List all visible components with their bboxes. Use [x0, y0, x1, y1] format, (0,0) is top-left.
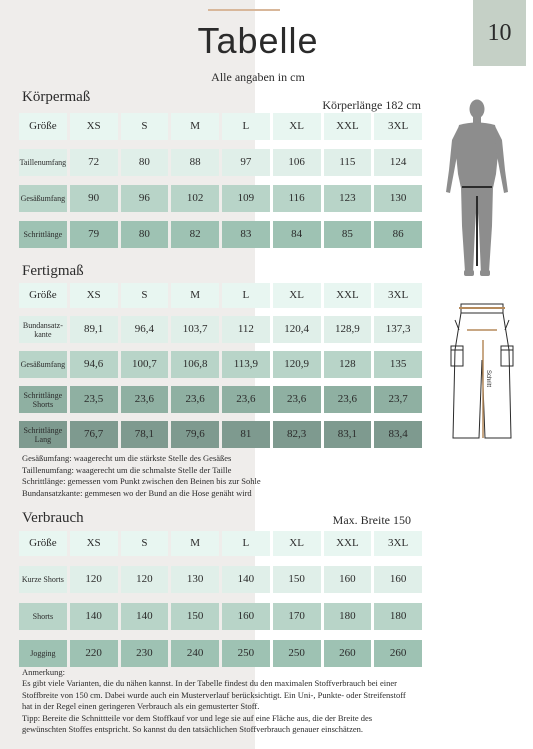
table-row: [19, 566, 422, 593]
measure-value-cell: 89,1: [70, 316, 118, 343]
size-header-cell: S: [121, 531, 169, 556]
measure-value-cell: 79: [70, 221, 118, 248]
measure-value-cell: 83,1: [324, 421, 372, 448]
measure-value-cell: 160: [324, 566, 372, 593]
row-label: Schrittlänge Shorts: [19, 386, 67, 413]
measure-value-cell: 170: [273, 603, 321, 630]
page-number-badge: 10: [473, 0, 526, 66]
size-header-cell: L: [222, 283, 270, 308]
measure-value-cell: 128: [324, 351, 372, 378]
measure-value-cell: 260: [374, 640, 422, 667]
measurement-legend: [22, 453, 261, 499]
size-header-cell: 3XL: [374, 113, 422, 140]
measure-value-cell: 23,6: [222, 386, 270, 413]
measure-value-cell: 102: [171, 185, 219, 212]
measure-value-cell: 84: [273, 221, 321, 248]
table-row: [19, 386, 422, 413]
measure-value-cell: 23,7: [374, 386, 422, 413]
table-row: [19, 351, 422, 378]
row-label: Gesäßumfang: [19, 351, 67, 378]
table-row: [19, 185, 422, 212]
measure-value-cell: 80: [121, 149, 169, 176]
size-header-cell: XXL: [324, 283, 372, 308]
table-row: [19, 421, 422, 448]
measure-value-cell: 180: [374, 603, 422, 630]
measure-value-cell: 220: [70, 640, 118, 667]
measure-value-cell: 140: [70, 603, 118, 630]
row-label: Schrittlänge: [19, 221, 67, 248]
measure-value-cell: 86: [374, 221, 422, 248]
row-label: Kurze Shorts: [19, 566, 67, 593]
measure-value-cell: 85: [324, 221, 372, 248]
measure-value-cell: 106,8: [171, 351, 219, 378]
measure-value-cell: 160: [374, 566, 422, 593]
table-row: [19, 603, 422, 630]
size-header-cell: XXL: [324, 531, 372, 556]
body-length-note: Körperlänge 182 cm: [322, 98, 421, 112]
body-silhouette-figure: [440, 96, 514, 282]
measure-value-cell: 250: [273, 640, 321, 667]
size-header-cell: XL: [273, 113, 321, 140]
size-header-cell: M: [171, 531, 219, 556]
measure-value-cell: 230: [121, 640, 169, 667]
size-header-cell: M: [171, 283, 219, 308]
table-row: [19, 640, 422, 667]
measure-value-cell: 81: [222, 421, 270, 448]
measure-value-cell: 116: [273, 185, 321, 212]
measure-value-cell: 120: [70, 566, 118, 593]
remarks-text: [22, 667, 412, 735]
measure-value-cell: 130: [171, 566, 219, 593]
measure-value-cell: 128,9: [324, 316, 372, 343]
measure-value-cell: 103,7: [171, 316, 219, 343]
size-header-label: Größe: [19, 283, 67, 308]
legend-line: Taillenumfang: waagerecht um die schmalste Stelle der Taille: [22, 464, 232, 475]
measure-value-cell: 79,6: [171, 421, 219, 448]
measure-value-cell: 120,9: [273, 351, 321, 378]
measure-value-cell: 72: [70, 149, 118, 176]
section-title-body: Körpermaß: [22, 89, 91, 105]
row-label: Taillenumfang: [19, 149, 67, 176]
measure-value-cell: 78,1: [121, 421, 169, 448]
measure-value-cell: 124: [374, 149, 422, 176]
max-width-note: Max. Breite 150: [332, 513, 411, 527]
row-label: Shorts: [19, 603, 67, 630]
row-label: Gesäßumfang: [19, 185, 67, 212]
measure-value-cell: 150: [171, 603, 219, 630]
measure-value-cell: 140: [121, 603, 169, 630]
size-header-label: Größe: [19, 113, 67, 140]
size-header-cell: XS: [70, 531, 118, 556]
measure-value-cell: 120: [121, 566, 169, 593]
page-title: Tabelle: [197, 20, 319, 61]
table-row: [19, 221, 422, 248]
measure-value-cell: 112: [222, 316, 270, 343]
measure-value-cell: 96,4: [121, 316, 169, 343]
measure-value-cell: 100,7: [121, 351, 169, 378]
measure-value-cell: 109: [222, 185, 270, 212]
measure-value-cell: 82: [171, 221, 219, 248]
size-header-cell: XS: [70, 113, 118, 140]
measure-value-cell: 120,4: [273, 316, 321, 343]
legend-line: Gesäßumfang: waagerecht um die stärkste Stelle des Gesäßes: [22, 453, 232, 463]
measure-value-cell: 240: [171, 640, 219, 667]
size-header-cell: 3XL: [374, 283, 422, 308]
size-header-cell: S: [121, 113, 169, 140]
measure-value-cell: 135: [374, 351, 422, 378]
remarks-paragraph: Es gibt viele Varianten, die du nähen kannst. In der Tabelle findest du den maximalen Stoffverbrauch bei einer Stoffbreite von 150 cm. Dabei wurde auch ein Musterverlauf berücksichtigt. Ein Uni-, Punkte- oder Streifenstoff hat in der Regel einen geringeren Verbrauch als ein gemusterter Stoff.: [22, 678, 406, 712]
measure-value-cell: 88: [171, 149, 219, 176]
measure-value-cell: 83,4: [374, 421, 422, 448]
measure-value-cell: 137,3: [374, 316, 422, 343]
measure-value-cell: 250: [222, 640, 270, 667]
measure-value-cell: 23,6: [171, 386, 219, 413]
size-header-cell: L: [222, 113, 270, 140]
measure-value-cell: 96: [121, 185, 169, 212]
measure-value-cell: 130: [374, 185, 422, 212]
size-header-label: Größe: [19, 531, 67, 556]
measure-value-cell: 97: [222, 149, 270, 176]
section-title-consumption: Verbrauch: [22, 510, 84, 526]
row-label: Jogging: [19, 640, 67, 667]
measure-value-cell: 76,7: [70, 421, 118, 448]
size-header-cell: XXL: [324, 113, 372, 140]
measure-value-cell: 140: [222, 566, 270, 593]
row-label: Bundansatz-kante: [19, 316, 67, 343]
remarks-heading: Anmerkung:: [22, 667, 65, 677]
title-accent-line: [208, 9, 280, 11]
measure-value-cell: 260: [324, 640, 372, 667]
section-title-finished: Fertigmaß: [22, 263, 84, 279]
size-header-cell: XL: [273, 283, 321, 308]
measure-value-cell: 23,6: [121, 386, 169, 413]
remarks-tip: Tipp: Bereite die Schnittteile vor dem Stoffkauf vor und lege sie auf eine Fläche aus, die der Breite des gewünschten Stoffes entspricht. So kannst du den tatsächlichen Stoffverbrauch genauer einschätzen.: [22, 712, 373, 735]
measure-value-cell: 80: [121, 221, 169, 248]
measure-value-cell: 23,6: [273, 386, 321, 413]
pants-flat-sketch: [447, 290, 517, 450]
size-header-cell: M: [171, 113, 219, 140]
measure-value-cell: 23,5: [70, 386, 118, 413]
pants-measure-label: Schritt: [485, 370, 491, 388]
measure-value-cell: 113,9: [222, 351, 270, 378]
measure-value-cell: 180: [324, 603, 372, 630]
measure-value-cell: 160: [222, 603, 270, 630]
size-header-row: [19, 283, 422, 308]
size-header-cell: L: [222, 531, 270, 556]
size-header-cell: S: [121, 283, 169, 308]
measure-value-cell: 82,3: [273, 421, 321, 448]
measure-value-cell: 150: [273, 566, 321, 593]
measure-value-cell: 115: [324, 149, 372, 176]
table-row: [19, 316, 422, 343]
measure-value-cell: 23,6: [324, 386, 372, 413]
measure-value-cell: 106: [273, 149, 321, 176]
legend-line: Schrittlänge: gemessen vom Punkt zwischen den Beinen bis zur Sohle: [22, 476, 261, 486]
size-header-cell: XS: [70, 283, 118, 308]
size-header-row: [19, 531, 422, 556]
size-header-cell: XL: [273, 531, 321, 556]
row-label: Schrittlänge Lang: [19, 421, 67, 448]
measure-value-cell: 83: [222, 221, 270, 248]
size-header-row: [19, 113, 422, 140]
table-row: [19, 149, 422, 176]
size-header-cell: 3XL: [374, 531, 422, 556]
legend-line: Bundansatzkante: gemmesen wo der Bund an die Hose genäht wird: [22, 487, 252, 498]
measure-value-cell: 94,6: [70, 351, 118, 378]
measure-value-cell: 90: [70, 185, 118, 212]
measure-value-cell: 123: [324, 185, 372, 212]
page-subtitle: Alle angaben in cm: [211, 70, 305, 84]
